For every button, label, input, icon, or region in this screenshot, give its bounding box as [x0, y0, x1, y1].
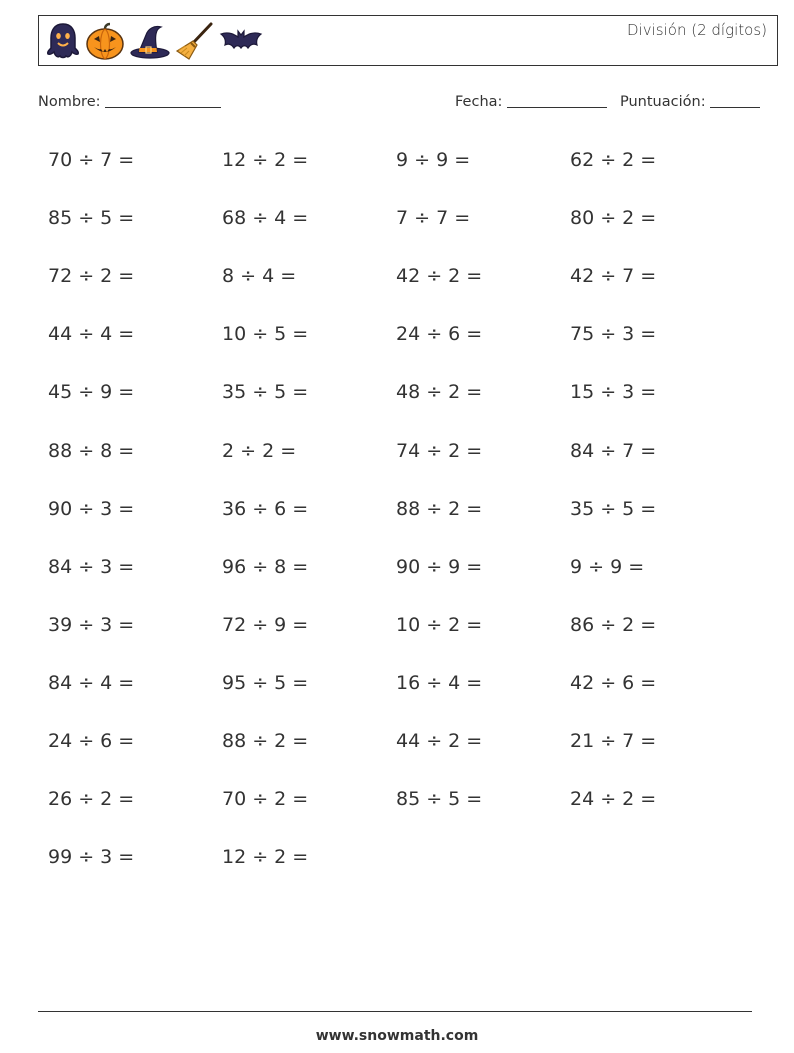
- division-problem: 39 ÷ 3 =: [48, 614, 135, 636]
- division-problem: 15 ÷ 3 =: [570, 381, 657, 403]
- division-problem: 26 ÷ 2 =: [48, 788, 135, 810]
- date-field: [455, 93, 607, 110]
- footer-divider: [38, 1011, 752, 1012]
- division-problem: 42 ÷ 7 =: [570, 265, 657, 287]
- broom-icon: [175, 21, 215, 61]
- division-problem: 44 ÷ 4 =: [48, 323, 135, 345]
- division-problem: 70 ÷ 7 =: [48, 149, 135, 171]
- division-problem: 74 ÷ 2 =: [396, 440, 483, 462]
- division-problem: 80 ÷ 2 =: [570, 207, 657, 229]
- division-problem: 85 ÷ 5 =: [396, 788, 483, 810]
- division-problem: 36 ÷ 6 =: [222, 498, 309, 520]
- division-problem: 12 ÷ 2 =: [222, 846, 309, 868]
- division-problem: 42 ÷ 6 =: [570, 672, 657, 694]
- name-blank[interactable]: [105, 93, 221, 108]
- score-field: [620, 93, 760, 110]
- halloween-icons: [45, 21, 263, 61]
- division-problem: 62 ÷ 2 =: [570, 149, 657, 171]
- division-problem: 85 ÷ 5 =: [48, 207, 135, 229]
- division-problem: 35 ÷ 5 =: [570, 498, 657, 520]
- date-blank[interactable]: [507, 93, 607, 108]
- division-problem: 10 ÷ 5 =: [222, 323, 309, 345]
- division-problem: 42 ÷ 2 =: [396, 265, 483, 287]
- division-problem: 84 ÷ 3 =: [48, 556, 135, 578]
- division-problem: 68 ÷ 4 =: [222, 207, 309, 229]
- pumpkin-icon: [85, 21, 125, 61]
- footer-url: www.snowmath.com: [315, 1028, 479, 1044]
- division-problem: 90 ÷ 9 =: [396, 556, 483, 578]
- division-problem: 24 ÷ 6 =: [396, 323, 483, 345]
- division-problem: 44 ÷ 2 =: [396, 730, 483, 752]
- division-problem: 75 ÷ 3 =: [570, 323, 657, 345]
- worksheet-title: División (2 dígitos): [627, 21, 767, 39]
- date-label: Fecha:: [455, 94, 503, 110]
- division-problem: 24 ÷ 2 =: [570, 788, 657, 810]
- ghost-icon: [45, 21, 81, 61]
- division-problem: 35 ÷ 5 =: [222, 381, 309, 403]
- division-problem: 8 ÷ 4 =: [222, 265, 297, 287]
- division-problem: 72 ÷ 9 =: [222, 614, 309, 636]
- division-problem: 2 ÷ 2 =: [222, 440, 297, 462]
- division-problem: 48 ÷ 2 =: [396, 381, 483, 403]
- division-problem: 84 ÷ 7 =: [570, 440, 657, 462]
- division-problem: 10 ÷ 2 =: [396, 614, 483, 636]
- division-problem: 72 ÷ 2 =: [48, 265, 135, 287]
- name-field: [38, 93, 221, 110]
- witch-hat-icon: [129, 21, 171, 61]
- division-problem: 21 ÷ 7 =: [570, 730, 657, 752]
- score-label: Puntuación:: [620, 94, 706, 110]
- division-problem: 90 ÷ 3 =: [48, 498, 135, 520]
- division-problem: 99 ÷ 3 =: [48, 846, 135, 868]
- division-problem: 12 ÷ 2 =: [222, 149, 309, 171]
- division-problem: 9 ÷ 9 =: [570, 556, 645, 578]
- bat-icon: [219, 21, 263, 61]
- division-problem: 7 ÷ 7 =: [396, 207, 471, 229]
- division-problem: 86 ÷ 2 =: [570, 614, 657, 636]
- score-blank[interactable]: [710, 93, 760, 108]
- name-label: Nombre:: [38, 94, 101, 110]
- division-problem: 16 ÷ 4 =: [396, 672, 483, 694]
- division-problem: 70 ÷ 2 =: [222, 788, 309, 810]
- division-problem: 24 ÷ 6 =: [48, 730, 135, 752]
- division-problem: 45 ÷ 9 =: [48, 381, 135, 403]
- division-problem: 88 ÷ 2 =: [396, 498, 483, 520]
- division-problem: 84 ÷ 4 =: [48, 672, 135, 694]
- division-problem: 9 ÷ 9 =: [396, 149, 471, 171]
- division-problem: 88 ÷ 2 =: [222, 730, 309, 752]
- division-problem: 95 ÷ 5 =: [222, 672, 309, 694]
- division-problem: 88 ÷ 8 =: [48, 440, 135, 462]
- division-problem: 96 ÷ 8 =: [222, 556, 309, 578]
- worksheet-header: [38, 15, 778, 66]
